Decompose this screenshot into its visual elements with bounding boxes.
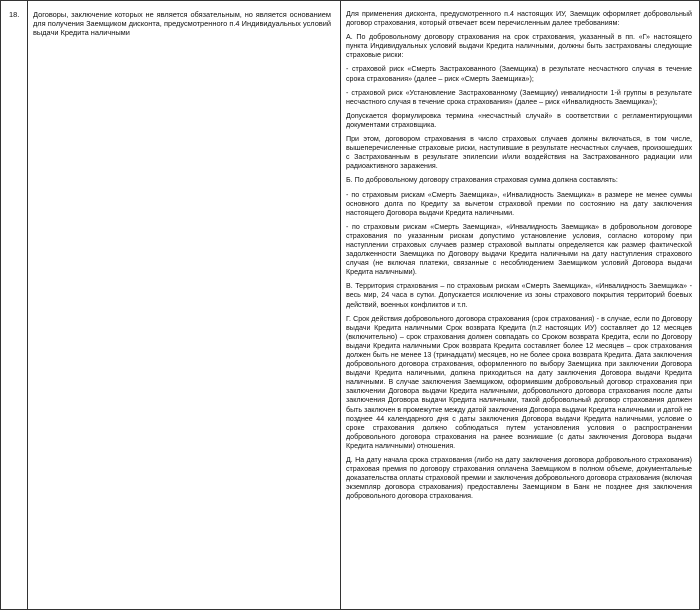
paragraph-risk-disability: - страховой риск «Установление Застрахованному (Заемщику) инвалидности 1-й группы в результате несчастного случая в течение срока страхования» (далее – риск «Инвалидность Заемщика»); (346, 88, 692, 106)
conditions-cell (346, 10, 692, 502)
table-left-border (0, 0, 1, 610)
paragraph-a: А. По добровольному договору страхования на срок страхования, указанный в пп. «Г» настоящего пункта Индивидуальных условий выдачи Кредита наличными, должны быть застрахованы следующие страховые риски: (346, 33, 692, 60)
paragraph-g: Г. Срок действия добровольного договора страхования (срок страхования) - в случае, если по Договору выдачи Кредита наличными Срок возврата Кредита (п.2 настоящих ИУ) составляет до 12 месяцев (включительно) – срок страхования должен совпадать со Сроком возврата Кредита, если по Договору выдачи Кредита наличными Срок возврата Кредита составляет более 12 месяцев – срок страхования должен быть не менее 13 (тринадцати) месяцев, но не более срока возврата Кредита. Дата заключения добровольного договора страхования, оформленного по выбору Заемщика при заключении Договора выдачи Кредита наличными, должна приходиться на дату заключения Договора выдачи Кредита наличными. В случае заключения Заемщиком, оформившим добровольный договор страхования при заключении Договора выдачи Кредита наличными, добровольного договора страхования после даты заключения Договора выдачи Кредита наличными, такой добровольный договор страхования должен быть заключен в промежутке между датой заключения Договора выдачи Кредита наличными и датой не позднее 44 календарного дня с даты заключения Договора выдачи Кредита наличными, условие о сроке страхования должно соблюдаться путем установления условия о распространении добровольного договора страхования на ранее возникшие (с даты заключения Договора выдачи Кредита наличными) отношения. (346, 314, 692, 450)
paragraph-sum-2: - по страховым рискам «Смерть Заемщика», «Инвалидность Заемщика» в добровольном договоре страхования по указанным рискам допустимо установление условия, согласно которому при наступлении страховых случаев размер страховой выплаты определяется как размер фактической задолженности Заемщика по Договору выдачи Кредита наличными на дату наступления страхового случая (не включая платежи, связанные с несоблюдением Заемщиком условий Договора выдачи Кредита наличными). (346, 222, 692, 277)
paragraph-sum-1: - по страховым рискам «Смерть Заемщика», «Инвалидность Заемщика» в размере не менее суммы основного долга по Кредиту за вычетом страховой премии по состоянию на дату заключения настоящего Договора выдачи Кредита наличными. (346, 190, 692, 217)
paragraph-risk-death: - страховой риск «Смерть Застрахованного (Заемщика) в результате несчастного случая в течение срока страхования» (далее – риск «Смерть Заемщика»); (346, 65, 692, 83)
paragraph-accident-term: Допускается формулировка термина «несчастный случай» в соответствии с регламентирующими документами страховщика. (346, 111, 692, 129)
paragraph-intro: Для применения дисконта, предусмотренного п.4 настоящих ИУ, Заемщик оформляет добровольный договор страхования, который отвечает всем перечисленным далее требованиям: (346, 10, 692, 28)
paragraph-v: В. Территория страхования – по страховым рискам «Смерть Заемщика», «Инвалидность Заемщика» - весь мир, 24 часа в сутки. Допускается исключение из зоны страхового покрытия территорий боевых действий, военных конфликтов и т.п. (346, 282, 692, 309)
row-title: Договоры, заключение которых не является обязательным, но является основанием для получения Заемщиком дисконта, предусмотренного п.4 Индивидуальных условий выдачи Кредита наличными (33, 10, 331, 38)
paragraph-insured-events: При этом, договором страхования в число страховых случаев должны включаться, в том числе, вышеперечисленные страховые риски, наступившие в результате несчастных случаев, произошедших с Застрахованным в результате эпилепсии и/или воздействия на Застрахованного радиации или радиоактивного заражения. (346, 135, 692, 171)
column-divider-content (340, 0, 341, 610)
paragraph-b: Б. По добровольному договору страхования страховая сумма должна составлять: (346, 176, 618, 185)
row-number: 18. (9, 10, 20, 19)
paragraph-d: Д. На дату начала срока страхования (либо на дату заключения договора добровольного страхования) страховая премия по договору страхования оплачена Заемщиком в полном объеме, документальные доказательства оплаты страховой премии и заключения добровольного договора страхования (включая экземпляр договора страхования) предоставлены Заемщиком в Банк не позднее дня заключения добровольного договора страхования. (346, 456, 692, 501)
column-divider-number (27, 0, 28, 610)
table-top-border (0, 0, 700, 1)
